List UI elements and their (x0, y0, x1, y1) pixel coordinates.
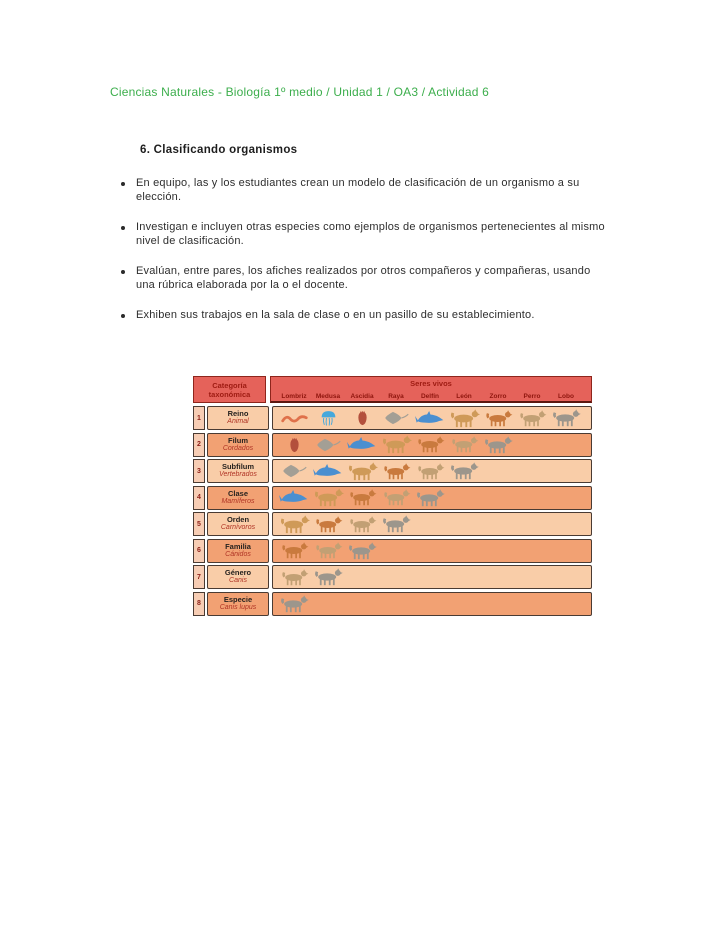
list-item-text: Exhiben sus trabajos en la sala de clase o en un pasillo de su establecimiento. (136, 309, 535, 321)
table-row (193, 459, 592, 483)
zorro-icon (413, 436, 447, 453)
animal-name-label: León (456, 393, 472, 400)
animal-strip (272, 486, 592, 510)
list-item (121, 309, 613, 323)
taxon-name: Carnívoros (220, 524, 256, 532)
table-row (193, 565, 592, 589)
bullet-icon (121, 226, 125, 230)
table-row (193, 539, 592, 563)
ascidia-icon (345, 410, 379, 426)
list-item (121, 265, 613, 292)
taxonomy-table (193, 376, 592, 618)
bullet-icon (121, 182, 125, 186)
rank-cell (207, 539, 269, 563)
animal-name-label: Delfín (420, 393, 440, 400)
list-item (121, 221, 613, 248)
rank-name: Especie (223, 594, 253, 604)
leon-icon (277, 515, 311, 534)
raya-icon (277, 464, 311, 478)
taxon-name: Cánidos (225, 550, 251, 558)
animal-name-label: Zorro (489, 393, 507, 400)
delfin-icon (345, 437, 379, 452)
perro-icon (277, 569, 311, 586)
bullet-icon (121, 270, 125, 274)
perro-icon (447, 436, 481, 453)
animal-strip (272, 565, 592, 589)
zorro-icon (379, 463, 413, 480)
lobo-icon (481, 436, 515, 454)
row-number: 1 (193, 406, 205, 430)
rank-cell (207, 459, 269, 483)
animal-strip (272, 459, 592, 483)
taxon-name: Vertebrados (219, 471, 257, 479)
zorro-icon (277, 542, 311, 559)
row-number: 8 (193, 592, 205, 616)
taxon-name: Mamíferos (221, 497, 255, 505)
row-number: 2 (193, 433, 205, 457)
list-item-text: Investigan e incluyen otras especies como ejemplos de organismos pertenecientes al mismo nivel de clasificación. (136, 221, 605, 247)
page-title: 6. Clasificando organismos (140, 144, 298, 156)
raya-icon (379, 411, 413, 425)
category-label-line2: taxonómica (208, 389, 251, 399)
perro-icon (379, 489, 413, 506)
leon-icon (345, 462, 379, 481)
delfin-icon (311, 464, 345, 479)
table-row (193, 406, 592, 430)
perro-icon (345, 516, 379, 533)
table-header-seres-vivos (270, 376, 592, 403)
zorro-icon (345, 489, 379, 506)
list-item (121, 177, 613, 204)
row-number: 5 (193, 512, 205, 536)
lobo-icon (277, 595, 311, 613)
ascidia-icon (277, 437, 311, 453)
animal-strip (272, 406, 592, 430)
rank-cell (207, 486, 269, 510)
table-header-category (193, 376, 266, 403)
table-row (193, 486, 592, 510)
row-number: 4 (193, 486, 205, 510)
zorro-icon (311, 516, 345, 533)
rank-cell (207, 406, 269, 430)
lobo-icon (549, 409, 583, 427)
animal-name-label: Ascidia (350, 393, 374, 400)
raya-icon (311, 438, 345, 452)
breadcrumb: Ciencias Naturales - Biología 1º medio / Unidad 1 / OA3 / Actividad 6 (110, 85, 490, 99)
leon-icon (311, 488, 345, 507)
animal-name-label: Perro (523, 393, 541, 400)
animal-strip (272, 433, 592, 457)
animal-name-label: Medusa (315, 393, 341, 400)
taxon-name: Animal (227, 418, 249, 426)
animal-name-label: Lombriz (281, 393, 307, 400)
rank-name: Reino (227, 409, 249, 419)
animal-name-row (271, 393, 591, 401)
table-header (193, 376, 592, 403)
animal-name-label: Raya (388, 393, 404, 400)
animal-strip (272, 539, 592, 563)
row-number: 3 (193, 459, 205, 483)
category-label-line1: Categoría (212, 380, 247, 390)
taxon-name: Canis lupus (219, 603, 257, 611)
lobo-icon (345, 542, 379, 560)
animal-name-label: Lobo (558, 393, 574, 400)
perro-icon (311, 542, 345, 559)
seres-vivos-title: Seres vivos (410, 379, 452, 388)
rank-name: Clase (227, 488, 248, 498)
rank-cell (207, 433, 269, 457)
delfin-icon (413, 411, 447, 426)
table-row (193, 433, 592, 457)
list-item-text: Evalúan, entre pares, los afiches realizados por otros compañeros y compañeras, usando una rúbrica elaborada por la o el docente. (136, 265, 591, 291)
perro-icon (413, 463, 447, 480)
animal-strip (272, 592, 592, 616)
rank-name: Género (224, 568, 252, 578)
row-number: 7 (193, 565, 205, 589)
row-number: 6 (193, 539, 205, 563)
perro-icon (515, 410, 549, 427)
table-row (193, 592, 592, 616)
zorro-icon (481, 410, 515, 427)
lombriz-icon (277, 413, 311, 424)
animal-strip (272, 512, 592, 536)
delfin-icon (277, 490, 311, 505)
medusa-icon (311, 409, 345, 427)
rank-cell (207, 592, 269, 616)
rank-name: Filum (228, 435, 248, 445)
list-item-text: En equipo, las y los estudiantes crean un modelo de clasificación de un organismo a su elección. (136, 177, 580, 203)
bullet-list (121, 177, 613, 340)
taxon-name: Canis (229, 577, 247, 585)
table-row (193, 512, 592, 536)
lobo-icon (379, 515, 413, 533)
rank-cell (207, 512, 269, 536)
rank-name: Orden (226, 515, 250, 525)
rank-name: Familia (225, 541, 251, 551)
leon-icon (447, 409, 481, 428)
lobo-icon (447, 462, 481, 480)
bullet-icon (121, 314, 125, 318)
rank-cell (207, 565, 269, 589)
leon-icon (379, 435, 413, 454)
lobo-icon (413, 489, 447, 507)
rank-name: Subfilum (221, 462, 255, 472)
taxon-name: Cordados (222, 444, 254, 452)
lobo-icon (311, 568, 345, 586)
